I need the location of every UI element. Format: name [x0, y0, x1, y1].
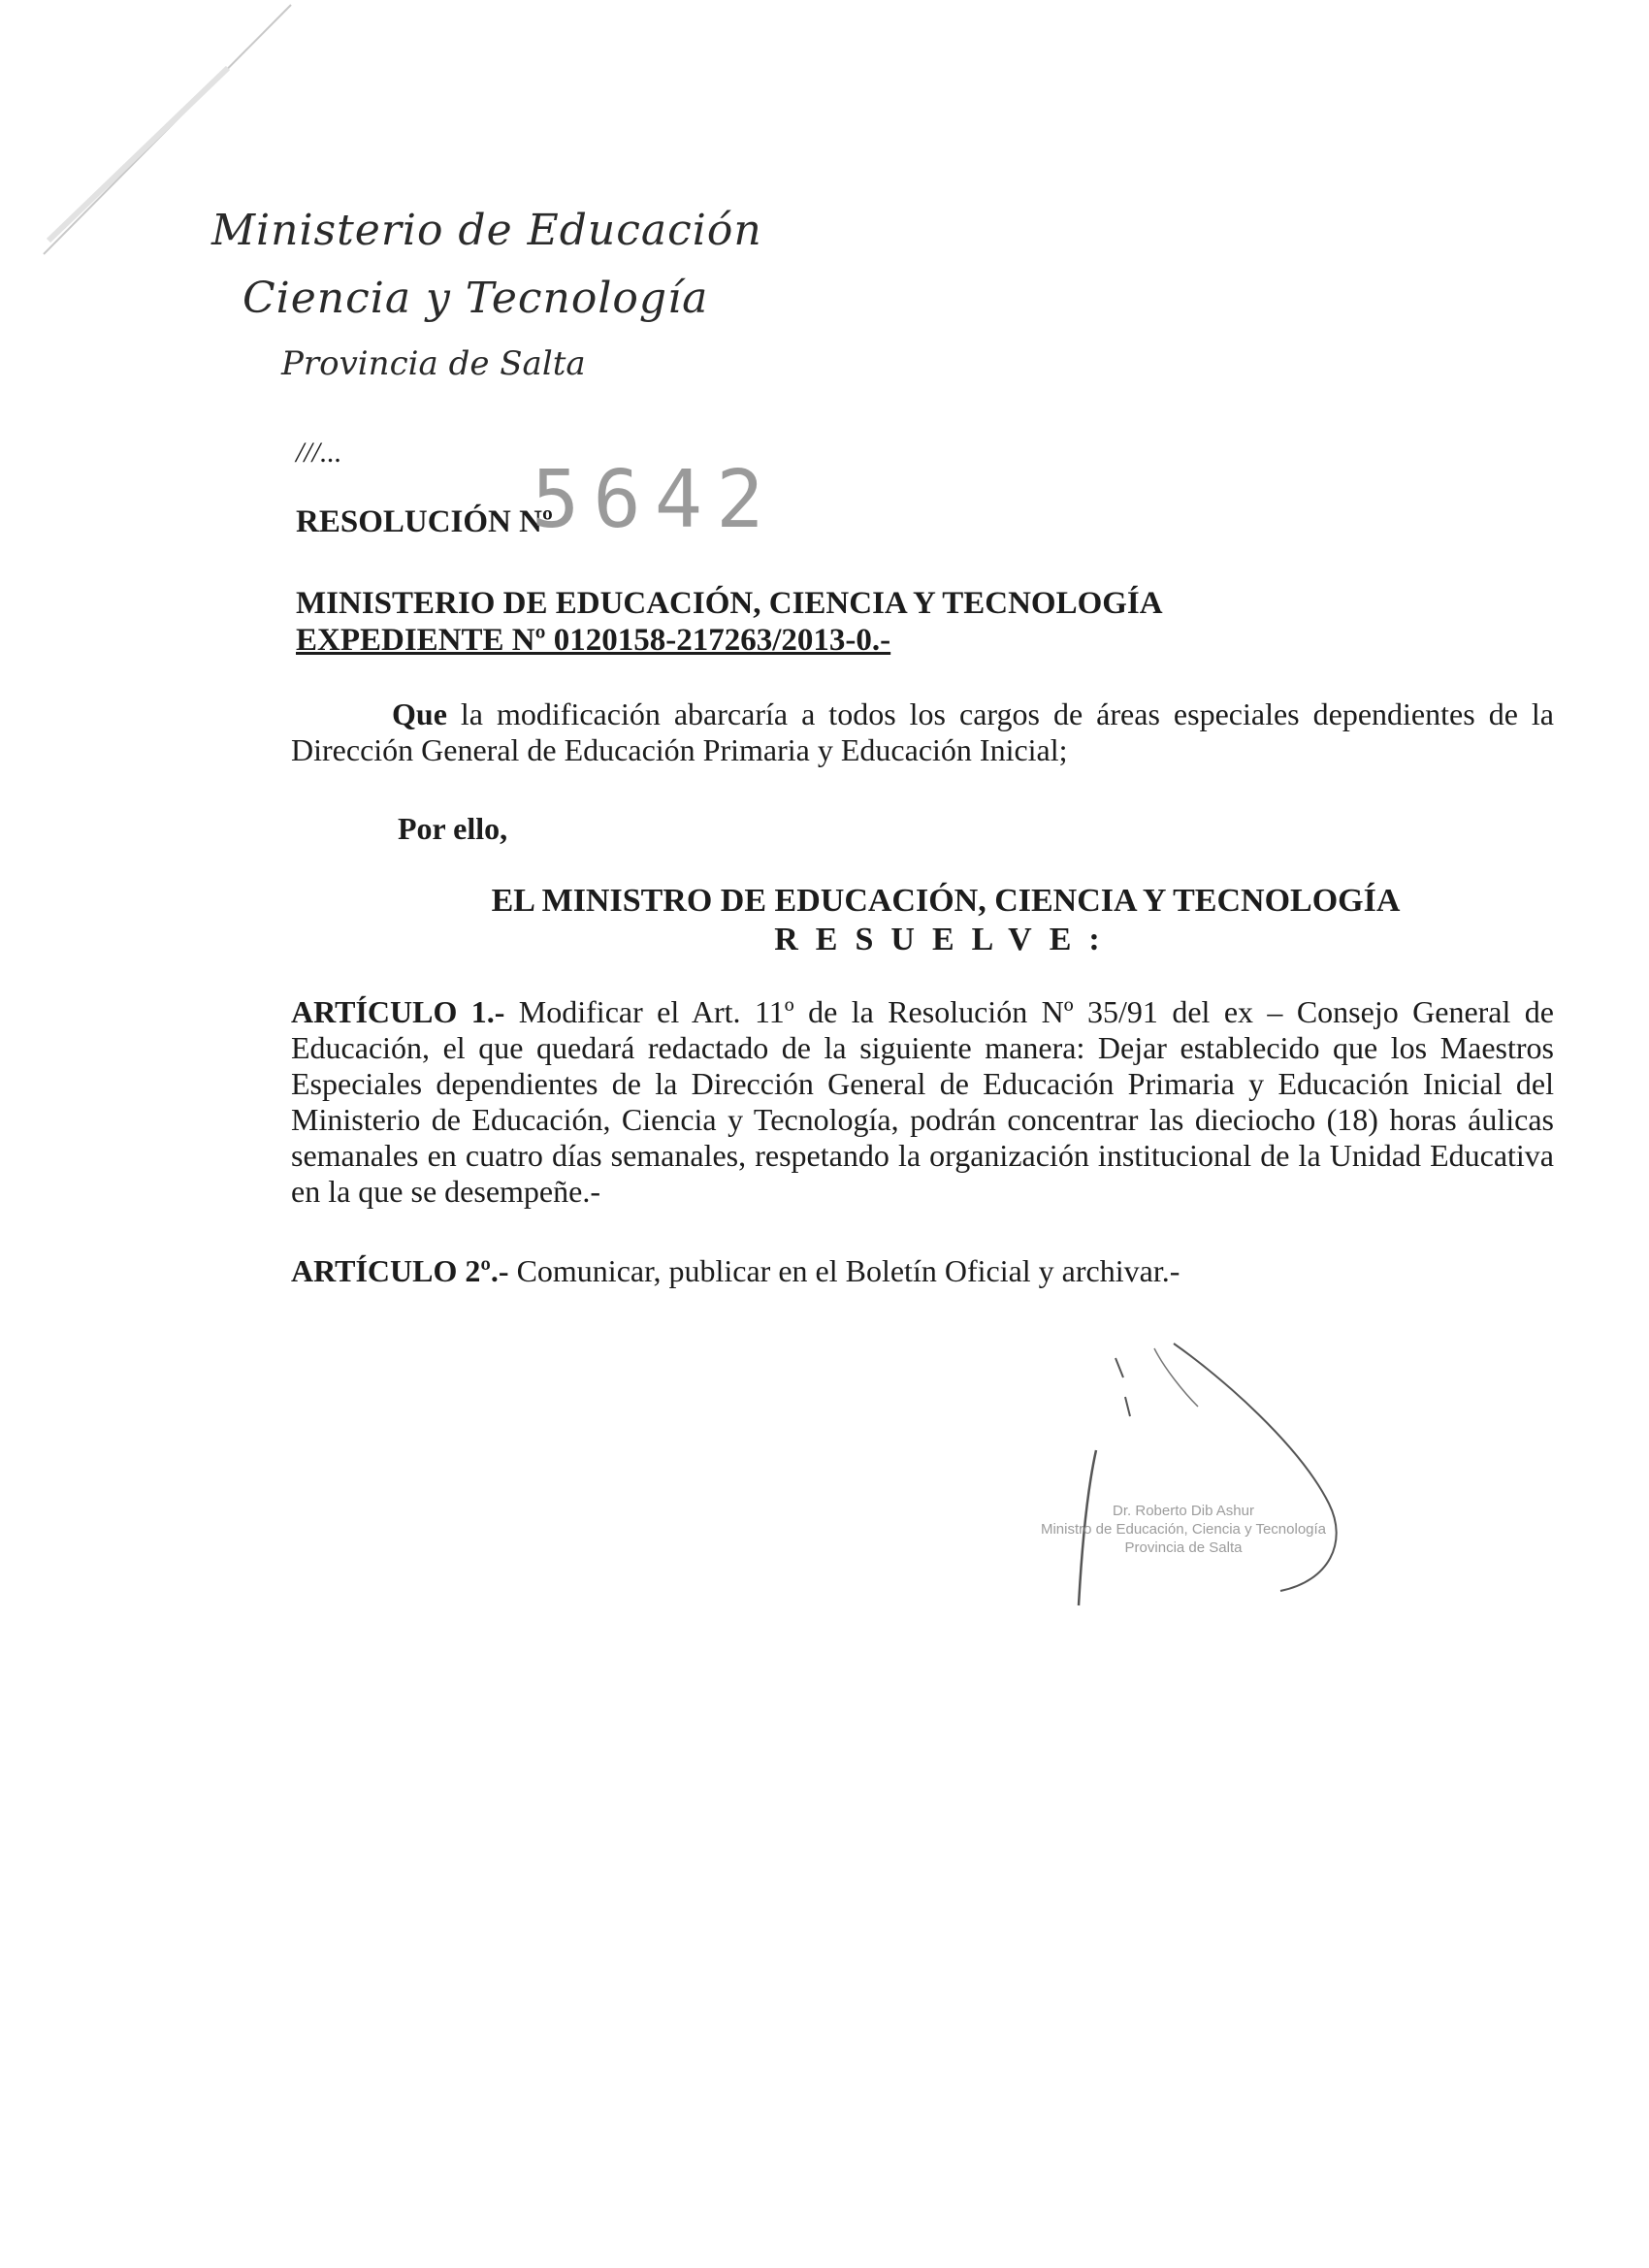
continuation-mark: ///...	[296, 437, 342, 469]
resolution-label: RESOLUCIÓN Nº	[296, 504, 553, 539]
letterhead-ministry: Ministerio de Educación	[211, 206, 762, 255]
signature	[1028, 1300, 1358, 1610]
considerando-lead: Que	[392, 697, 447, 731]
article-2	[291, 1253, 1554, 1289]
article-1	[291, 994, 1554, 1210]
expediente-heading: EXPEDIENTE Nº 0120158-217263/2013-0.-	[296, 623, 891, 658]
stamp-province: Provincia de Salta	[1124, 1539, 1243, 1556]
letterhead-science: Ciencia y Tecnología	[242, 274, 709, 323]
article-2-heading: ARTÍCULO 2º.-	[291, 1253, 509, 1288]
considerando-paragraph	[291, 697, 1554, 768]
letterhead-province: Provincia de Salta	[281, 344, 586, 383]
article-1-heading: ARTÍCULO 1.-	[291, 994, 505, 1029]
resolution-number: 5642	[532, 454, 778, 546]
signature-stamp	[1028, 1502, 1339, 1557]
considerando-text: la modificación abarcaría a todos los cargos de áreas especiales dependientes de la Dirección General de Educación Primaria y Educación Inicial;	[291, 697, 1554, 767]
minister-title: EL MINISTRO DE EDUCACIÓN, CIENCIA Y TECNOLOGÍA	[491, 883, 1401, 919]
stamp-name: Dr. Roberto Dib Ashur	[1113, 1503, 1254, 1519]
ministry-heading: MINISTERIO DE EDUCACIÓN, CIENCIA Y TECNOLOGÍA	[296, 586, 1163, 621]
article-2-text: Comunicar, publicar en el Boletín Oficial y archivar.-	[508, 1253, 1180, 1288]
article-1-text: Modificar el Art. 11º de la Resolución Nº 35/91 del ex – Consejo General de Educación, el que quedará redactado de la siguiente manera: Dejar establecido que los Maestros Especiales dependientes de la Dirección General de Educación Primaria y Educación Inicial del Ministerio de Educación, Ciencia y Tecnología, podrán concentrar las dieciocho (18) horas áulicas semanales en cuatro días semanales, respetando la organización institucional de la Unidad Educativa en la que se desempeñe.-	[291, 994, 1555, 1209]
por-ello: Por ello,	[398, 811, 508, 846]
resuelve-heading: RESUELVE:	[774, 922, 1117, 957]
stamp-title: Ministro de Educación, Ciencia y Tecnología	[1040, 1521, 1327, 1538]
